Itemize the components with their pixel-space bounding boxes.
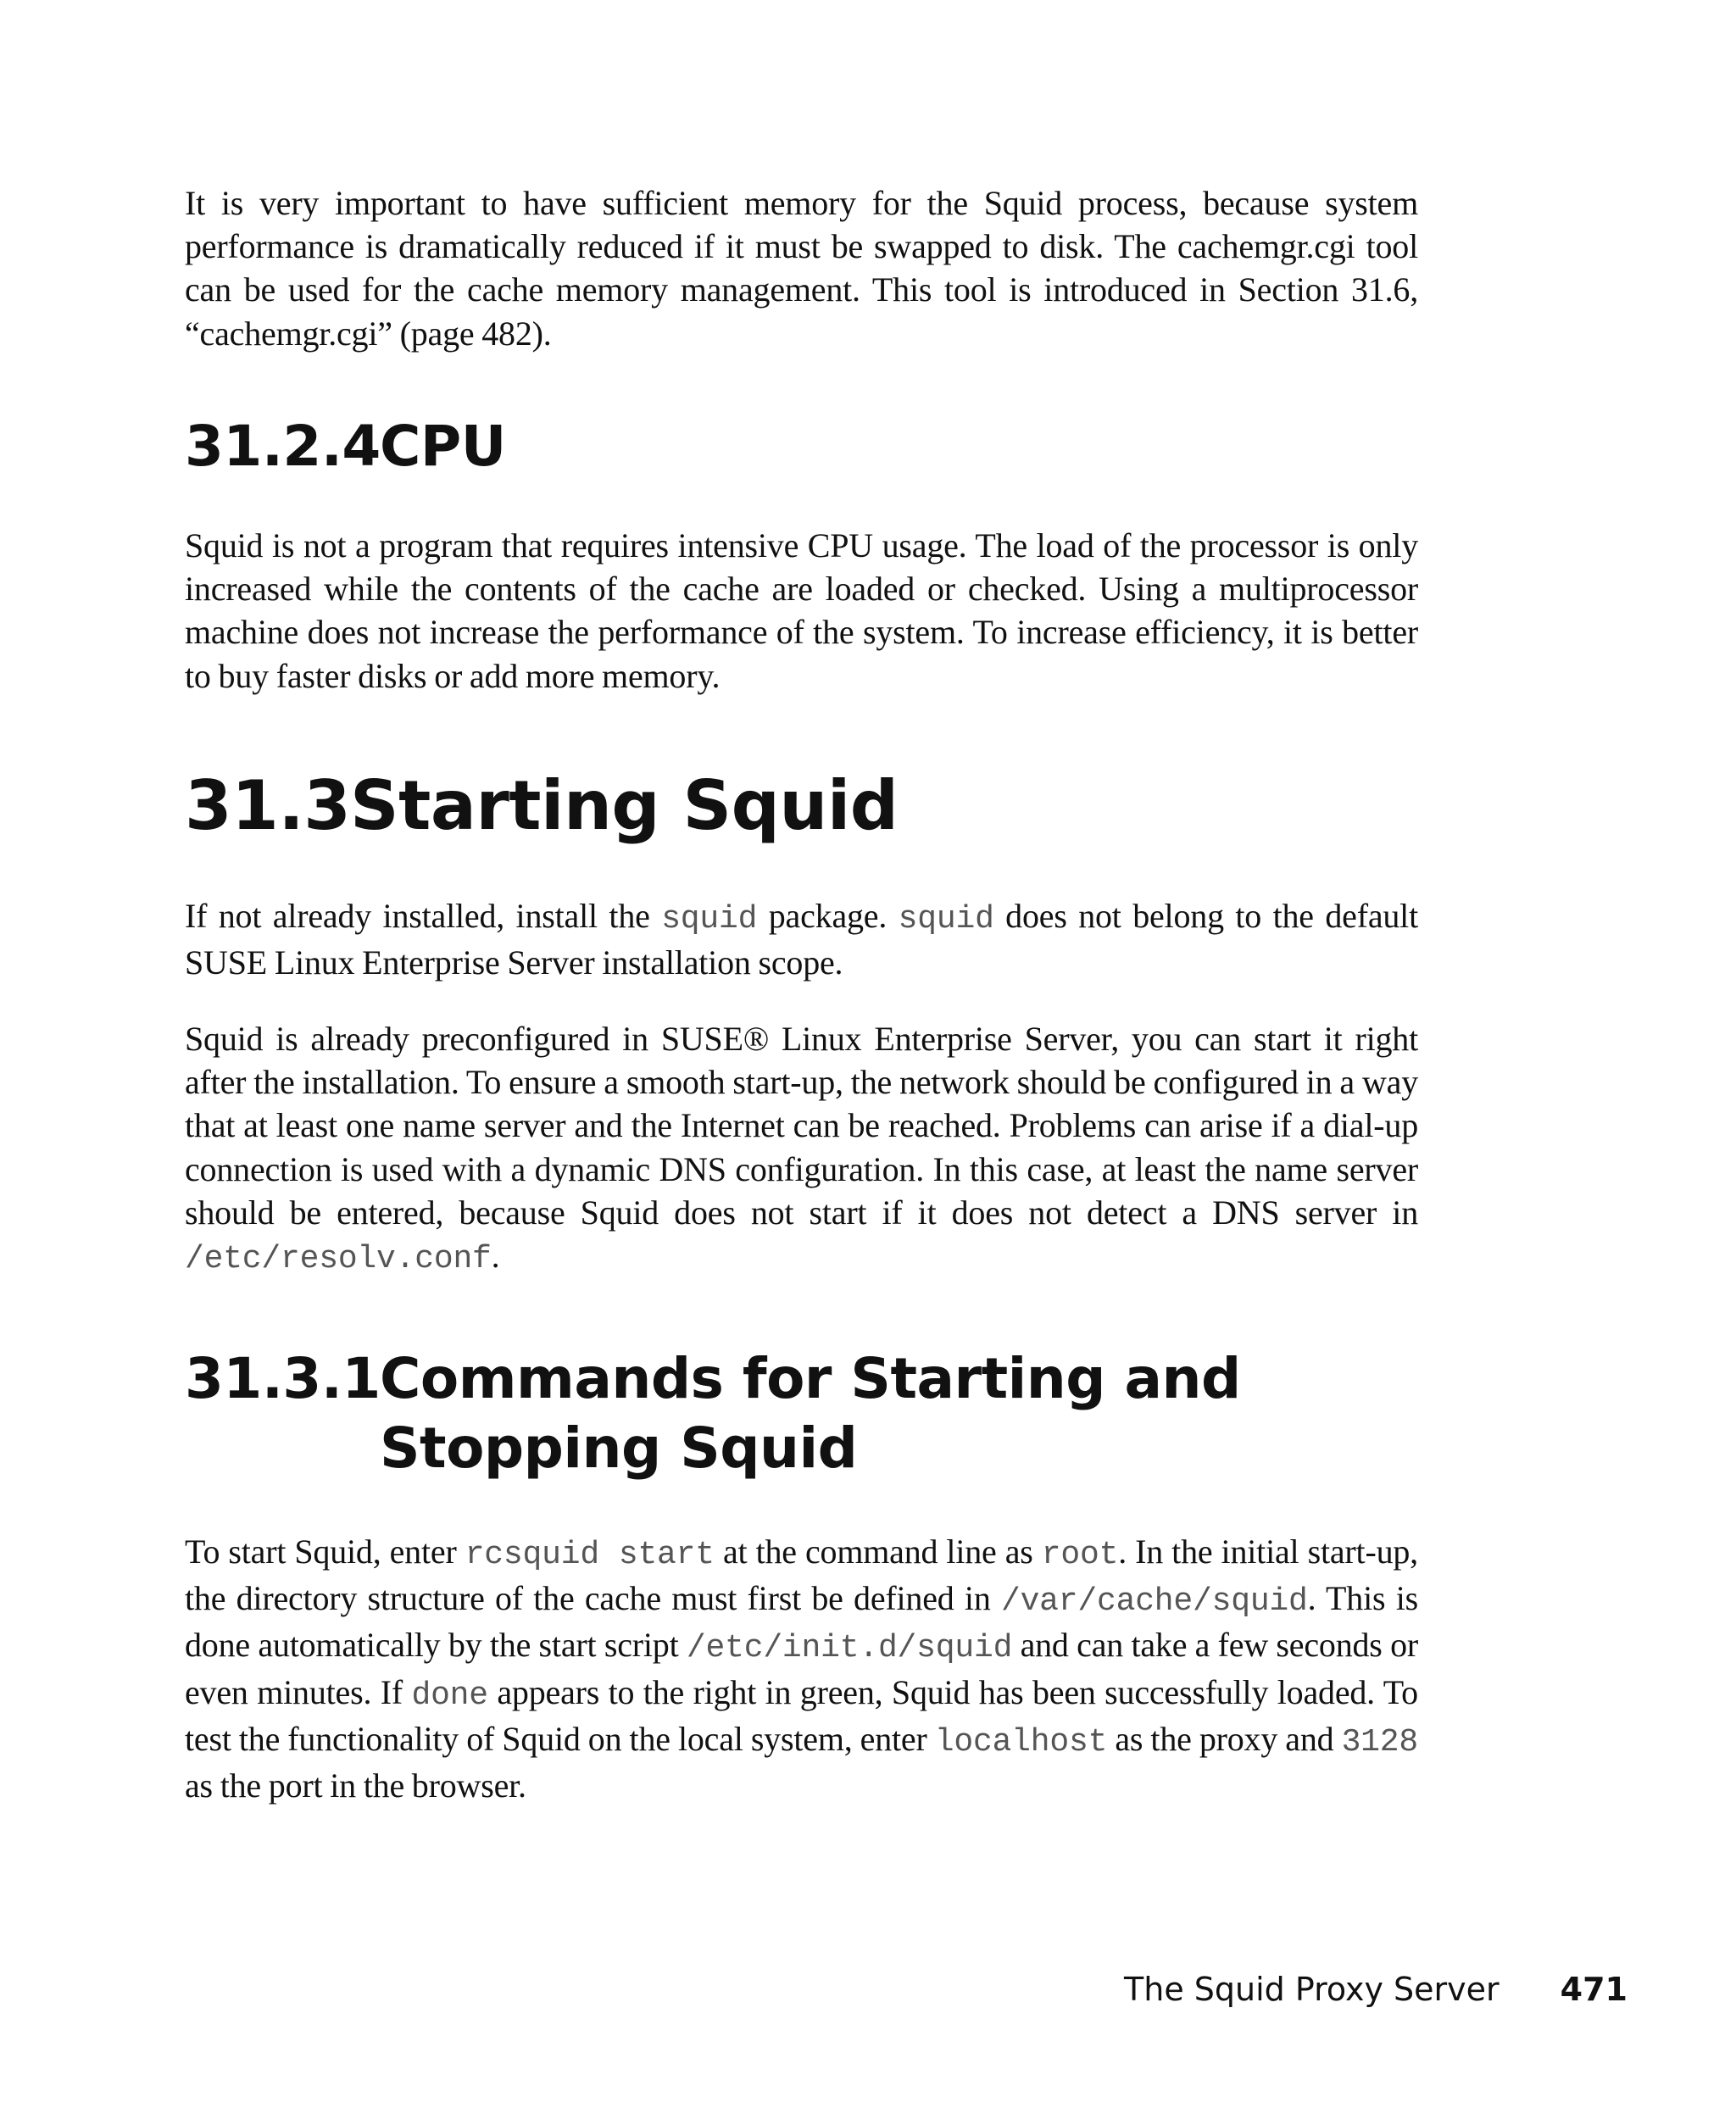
code-squid-package: squid [661,901,758,937]
text-run: does not belong to the default SUSE Linux Enterprise Server installation scope. [185,897,1418,982]
page-number: 471 [1560,1971,1628,2008]
text-run: as the proxy and [1107,1719,1342,1758]
code-done: done [411,1677,488,1714]
code-rcsquid-start: rcsquid start [465,1537,715,1573]
code-init-script: /etc/init.d/squid [686,1630,1013,1667]
text-run: . [491,1237,500,1276]
text-run: Squid is not a program that requires intensive CPU usage. The load of the processor is only increased while the contents of the cache are loaded or checked. Using a multiprocessor machine does not increase the performance of the system. To increase efficiency, it is better to buy faster disks or add more memory. [185,526,1418,695]
code-squid: squid [898,901,994,937]
code-localhost: localhost [934,1723,1108,1760]
section-title: Commands for Starting and Stopping Squid [380,1346,1241,1481]
section-number: 31.3 [185,766,351,845]
text-run: package. [757,897,899,935]
section-title: Starting Squid [350,766,899,845]
text-run: at the command line as [714,1532,1042,1571]
text-run: It is very important to have sufficient memory for the Squid process, because system performance is dramatically reduced if it must be swapped to disk. The cachemgr.cgi tool can be used for the cache memory management. This tool is introduced in Section 31.6, “cachemgr.cgi” (page 482). [185,184,1418,353]
paragraph-install [185,894,1418,984]
code-var-cache-squid: /var/cache/squid [1000,1583,1308,1621]
paragraph-preconfigured [185,1017,1418,1281]
heading-starting-squid [185,765,1418,847]
text-run: . In the initial start-up, the directory structure of the cache must first be defined in [185,1532,1418,1618]
text-run: Squid is already preconfigured in SUSE® Linux Enterprise Server, you can start it right after the installation. To ensure a smooth start-up, the network should be configured in a way that at least one name server and the Internet can be reached. Problems can arise if a dial-up connection is used with a dynamic DNS configuration. In this case, at least the name server should be entered, because Squid does not start if it does not detect a DNS server in [185,1020,1418,1232]
page-footer [1124,1971,1628,2008]
text-run: If not already installed, install the [185,897,662,935]
running-title: The Squid Proxy Server [1124,1971,1500,2008]
text-run: and can take a few seconds or even minutes. If [185,1626,1418,1711]
code-port: 3128 [1341,1723,1418,1760]
section-number: 31.2.4 [185,414,381,479]
text-run: . This is done automatically by the start script [185,1579,1418,1665]
text-run: appears to the right in green, Squid has been successfully loaded. To test the functionality of Squid on the local system, enter [185,1672,1418,1758]
code-resolv-conf: /etc/resolv.conf [185,1241,492,1278]
paragraph-memory [185,181,1418,355]
code-root: root [1041,1537,1119,1573]
paragraph-start-commands [185,1530,1418,1807]
section-title: CPU [380,414,506,479]
section-number: 31.3.1 [185,1346,381,1411]
heading-commands [185,1344,1418,1483]
heading-cpu [185,412,1418,481]
text-run: To start Squid, enter [185,1532,465,1571]
text-run: as the port in the browser. [185,1766,526,1805]
paragraph-cpu [185,524,1418,698]
